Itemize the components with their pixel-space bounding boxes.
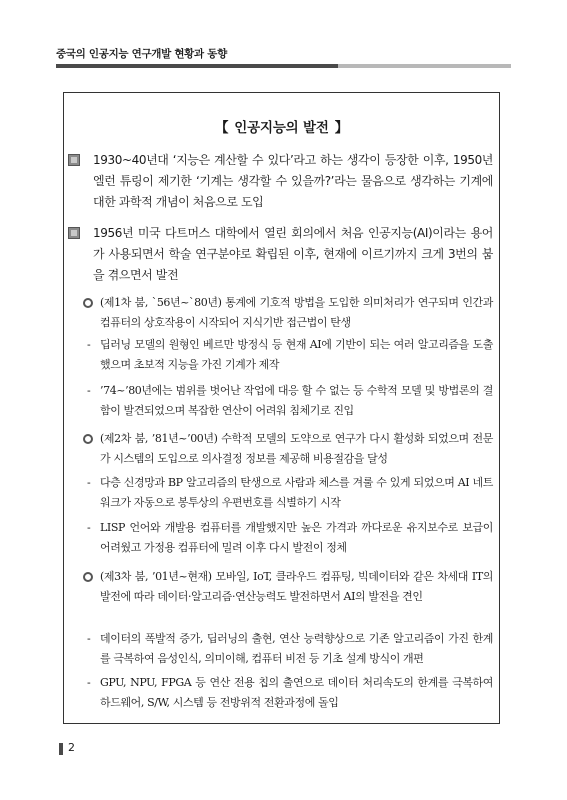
sub-text: LISP 언어와 개발용 컴퓨터를 개발했지만 높은 가격과 까다로운 유지보수로 보급이 어려웠고 가정용 컴퓨터에 밀려 이후 다시 발전이 정체 (100, 521, 493, 554)
dash-marker: - (87, 632, 91, 645)
sub-text: ’74~’80년에는 범위를 벗어난 작업에 대응 할 수 없는 등 수학적 모델 및 방법론의 결함이 발견되었으며 복잡한 연산이 어려워 침체기로 진입 (100, 384, 493, 417)
boom-item (100, 567, 493, 607)
boom-item (100, 293, 493, 333)
point-text: 1930~40년대 ‘지능은 계산할 수 있다’라고 하는 생각이 등장한 이후, 1950년 엘런 튜링이 제기한 ‘기계는 생각할 수 있을까?’라는 물음으로 생각하는 기계에 대한 과학적 개념이 처음으로 도입 (93, 153, 493, 209)
boom-text: (제2차 붐, ’81년~’00년) 수학적 모델의 도약으로 연구가 다시 활성화 되었으며 전문가 시스템의 도입으로 의사결정 정보를 제공해 비용절감을 달성 (100, 432, 493, 465)
sub-text: 딥러닝 모델의 원형인 베르만 방정식 등 현재 AI에 기반이 되는 여러 알고리즘을 도출했으며 초보적 지능을 가진 기계가 제작 (100, 338, 493, 371)
sub-item (87, 335, 493, 375)
sub-item (87, 629, 493, 669)
point-item (93, 150, 493, 213)
point-text: 1956년 미국 다트머스 대학에서 열린 회의에서 처음 인공지능(AI)이라는 용어가 사용되면서 학술 연구분야로 확립된 이후, 현재에 이르기까지 크게 3번의 붐을 겪으면서 발전 (93, 226, 493, 282)
sub-item (87, 518, 493, 558)
dash-marker: - (87, 521, 91, 534)
sub-text: 데이터의 폭발적 증가, 딥러닝의 출현, 연산 능력향상으로 기존 알고리즘이 가진 한계를 극복하여 음성인식, 의미이해, 컴퓨터 비전 등 기초 설계 방식이 개편 (100, 632, 493, 665)
circle-bullet-icon (83, 434, 93, 444)
boom-text: (제3차 붐, ’01년~현재) 모바일, IoT, 클라우드 컴퓨팅, 빅데이터와 같은 차세대 IT의 발전에 따라 데이터·알고리즘·연산능력도 발전하면서 AI의 발전을 견인 (100, 570, 493, 603)
dash-marker: - (87, 476, 91, 489)
page-number: 2 (68, 741, 75, 754)
sub-text: GPU, NPU, FPGA 등 연산 전용 칩의 출연으로 데이터 처리속도의 한계를 극복하여 하드웨어, S/W, 시스템 등 전방위적 전환과정에 돌입 (100, 676, 493, 709)
dash-marker: - (87, 338, 91, 351)
title-bracket-open: 【 (214, 120, 229, 136)
page-number-bar (59, 743, 63, 755)
circle-bullet-icon (83, 298, 93, 308)
dash-marker: - (87, 676, 91, 689)
title-bracket-close: 】 (334, 120, 348, 136)
sub-item (87, 473, 493, 513)
sub-item (87, 381, 493, 421)
header-rule-dark (56, 64, 338, 68)
boom-item (100, 429, 493, 469)
square-bullet-icon (68, 227, 80, 239)
content-box (63, 92, 500, 724)
square-bullet-icon (68, 154, 80, 166)
box-title-text: 인공지능의 발전 (234, 120, 329, 136)
point-item (93, 223, 493, 286)
dash-marker: - (87, 384, 91, 397)
sub-text: 다층 신경망과 BP 알고리즘의 탄생으로 사람과 체스를 겨룰 수 있게 되었으며 AI 네트워크가 자동으로 봉투상의 우편번호를 식별하기 시작 (100, 476, 493, 509)
box-title (64, 116, 499, 136)
sub-item (87, 673, 493, 713)
boom-text: (제1차 붐, `56년~`80년) 통계에 기호적 방법을 도입한 의미처리가 연구되며 인간과 컴퓨터의 상호작용이 시작되어 지식기반 접근법이 탄생 (100, 296, 493, 329)
header-rule-light (338, 64, 511, 68)
circle-bullet-icon (83, 572, 93, 582)
running-header-title: 중국의 인공지능 연구개발 현황과 동향 (56, 48, 227, 60)
